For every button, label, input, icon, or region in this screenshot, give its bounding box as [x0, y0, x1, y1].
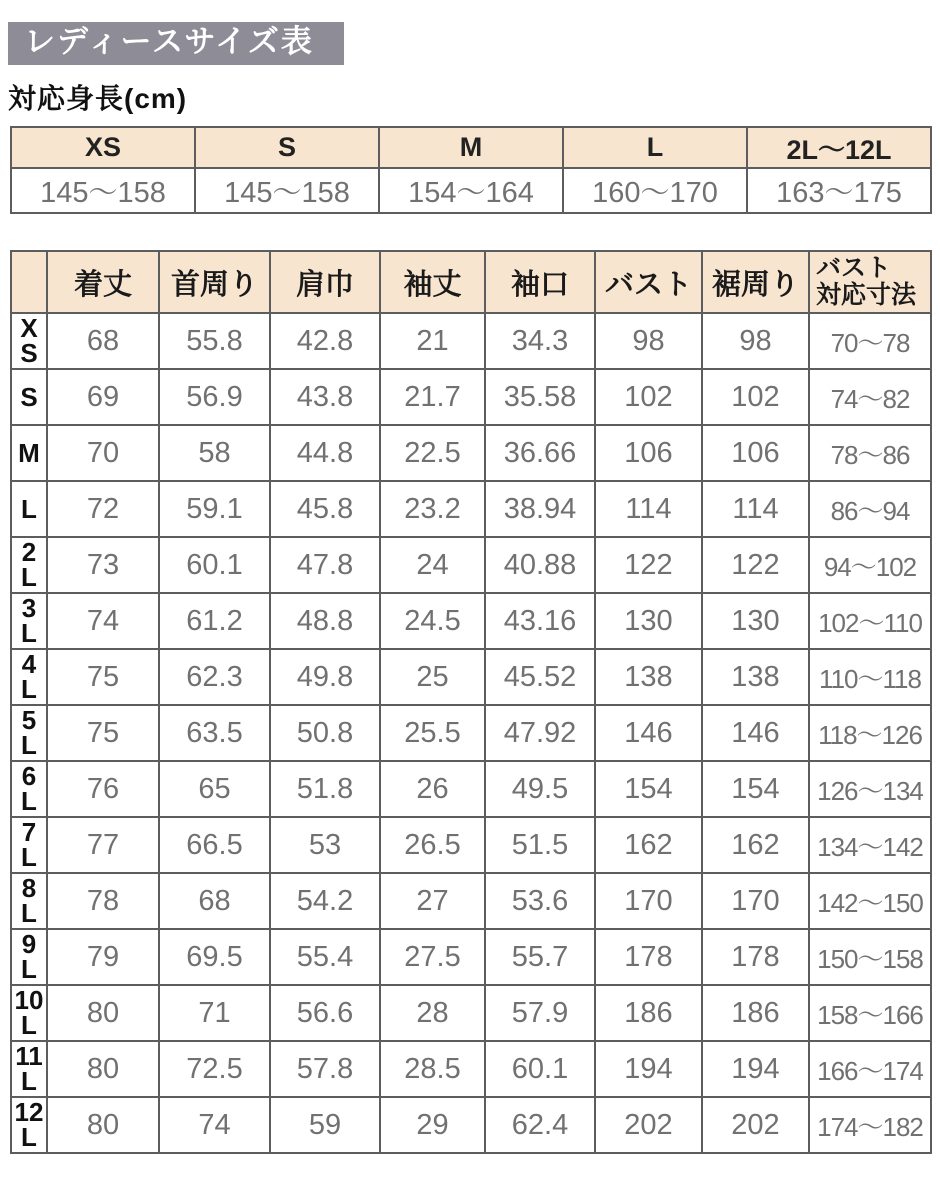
size-value-cell: 178 — [595, 929, 702, 985]
size-value-cell: 72.5 — [159, 1041, 270, 1097]
size-value-cell: 158～166 — [809, 985, 931, 1041]
size-column-header — [485, 251, 595, 313]
height-value-cell: 160～170 — [563, 168, 747, 213]
size-value-cell: 25.5 — [380, 705, 485, 761]
size-value-cell: 51.8 — [270, 761, 380, 817]
size-value-cell: 202 — [702, 1097, 809, 1153]
size-value-cell: 194 — [595, 1041, 702, 1097]
size-column-header-line: 首周り — [170, 268, 258, 301]
size-value-cell: 53.6 — [485, 873, 595, 929]
size-value-cell: 34.3 — [485, 313, 595, 369]
size-row-label-line: L — [21, 730, 37, 761]
size-row-label-line: 7 — [21, 817, 37, 848]
size-row-label — [11, 873, 47, 929]
size-table-row — [11, 1041, 931, 1097]
size-table-row — [11, 313, 931, 369]
size-value-cell: 38.94 — [485, 481, 595, 537]
size-value-cell: 57.8 — [270, 1041, 380, 1097]
size-row-label-line: 10 — [14, 985, 44, 1016]
size-value-cell: 50.8 — [270, 705, 380, 761]
size-value-cell: 62.4 — [485, 1097, 595, 1153]
size-row-label-line: X — [20, 313, 38, 344]
size-row-label-line: L — [21, 786, 37, 817]
size-value-cell: 21 — [380, 313, 485, 369]
size-table-row — [11, 481, 931, 537]
height-section-label: 対応身長(cm) — [8, 83, 188, 115]
size-value-cell: 75 — [47, 705, 159, 761]
size-value-cell: 51.5 — [485, 817, 595, 873]
size-value-cell: 48.8 — [270, 593, 380, 649]
size-table-row — [11, 817, 931, 873]
size-column-header-line: 着丈 — [73, 268, 132, 301]
size-value-cell: 178 — [702, 929, 809, 985]
size-value-cell: 62.3 — [159, 649, 270, 705]
size-row-label-line: 5 — [21, 705, 37, 736]
height-column-header: L — [563, 127, 747, 168]
size-row-label — [11, 1041, 47, 1097]
size-row-label-line: S — [20, 338, 38, 369]
size-value-cell: 126～134 — [809, 761, 931, 817]
size-row-label — [11, 817, 47, 873]
size-value-cell: 78 — [47, 873, 159, 929]
size-row-label-line: L — [21, 1122, 37, 1153]
size-table-row — [11, 929, 931, 985]
size-value-cell: 73 — [47, 537, 159, 593]
size-value-cell: 146 — [595, 705, 702, 761]
size-value-cell: 24.5 — [380, 593, 485, 649]
size-value-cell: 79 — [47, 929, 159, 985]
size-value-cell: 154 — [595, 761, 702, 817]
size-value-cell: 22.5 — [380, 425, 485, 481]
height-value-cell: 154～164 — [379, 168, 563, 213]
size-row-label-line: L — [21, 618, 37, 649]
size-value-cell: 49.5 — [485, 761, 595, 817]
size-value-cell: 27 — [380, 873, 485, 929]
size-value-cell: 36.66 — [485, 425, 595, 481]
size-value-cell: 74 — [47, 593, 159, 649]
size-row-label-line: 3 — [21, 593, 37, 624]
size-value-cell: 44.8 — [270, 425, 380, 481]
size-row-label-line: L — [21, 842, 37, 873]
page-title: レディースサイズ表 — [8, 22, 344, 65]
size-row-label-line: 11 — [15, 1041, 43, 1072]
size-value-cell: 59.1 — [159, 481, 270, 537]
size-value-cell: 71 — [159, 985, 270, 1041]
size-value-cell: 94～102 — [809, 537, 931, 593]
size-value-cell: 26 — [380, 761, 485, 817]
size-row-label-line: L — [21, 493, 37, 524]
size-row-label-line: L — [21, 674, 37, 705]
size-value-cell: 77 — [47, 817, 159, 873]
size-value-cell: 166～174 — [809, 1041, 931, 1097]
size-value-cell: 142～150 — [809, 873, 931, 929]
size-value-cell: 59 — [270, 1097, 380, 1153]
size-value-cell: 53 — [270, 817, 380, 873]
size-value-cell: 25 — [380, 649, 485, 705]
height-column-header: M — [379, 127, 563, 168]
size-column-header-line: 袖口 — [510, 268, 569, 301]
size-table-row — [11, 425, 931, 481]
size-value-cell: 102 — [702, 369, 809, 425]
size-column-header — [270, 251, 380, 313]
size-value-cell: 55.8 — [159, 313, 270, 369]
size-row-label-line: S — [20, 381, 38, 412]
size-value-cell: 57.9 — [485, 985, 595, 1041]
size-value-cell: 42.8 — [270, 313, 380, 369]
size-table-row — [11, 985, 931, 1041]
size-table-row — [11, 1097, 931, 1153]
size-value-cell: 106 — [702, 425, 809, 481]
size-column-header — [47, 251, 159, 313]
size-row-label — [11, 537, 47, 593]
size-table-row — [11, 649, 931, 705]
size-row-label-line: L — [21, 954, 37, 985]
size-value-cell: 130 — [595, 593, 702, 649]
size-value-cell: 78～86 — [809, 425, 931, 481]
size-value-cell: 28.5 — [380, 1041, 485, 1097]
size-value-cell: 138 — [702, 649, 809, 705]
size-value-cell: 27.5 — [380, 929, 485, 985]
size-row-label-line: 12 — [14, 1097, 44, 1128]
size-column-header-line: 対応寸法 — [816, 281, 917, 310]
size-row-label-line: 2 — [21, 537, 37, 568]
size-value-cell: 170 — [595, 873, 702, 929]
size-value-cell: 186 — [702, 985, 809, 1041]
size-value-cell: 114 — [702, 481, 809, 537]
size-value-cell: 61.2 — [159, 593, 270, 649]
size-value-cell: 55.4 — [270, 929, 380, 985]
size-value-cell: 154 — [702, 761, 809, 817]
height-table-header-row — [11, 127, 931, 168]
size-value-cell: 74～82 — [809, 369, 931, 425]
size-value-cell: 186 — [595, 985, 702, 1041]
size-row-label-line: M — [18, 437, 40, 468]
size-value-cell: 98 — [702, 313, 809, 369]
size-column-header-line: バスト — [816, 253, 892, 282]
height-value-cell: 163～175 — [747, 168, 931, 213]
size-value-cell: 174～182 — [809, 1097, 931, 1153]
size-column-header — [595, 251, 702, 313]
size-value-cell: 76 — [47, 761, 159, 817]
size-table-body — [11, 313, 931, 1153]
size-value-cell: 114 — [595, 481, 702, 537]
height-value-cell: 145～158 — [195, 168, 379, 213]
size-value-cell: 47.92 — [485, 705, 595, 761]
size-row-label-line: 6 — [21, 761, 37, 792]
size-value-cell: 24 — [380, 537, 485, 593]
size-row-label-line: 4 — [21, 649, 37, 680]
size-table-row — [11, 761, 931, 817]
size-value-cell: 28 — [380, 985, 485, 1041]
size-table-row — [11, 369, 931, 425]
size-column-header-line: 袖丈 — [403, 268, 462, 301]
size-value-cell: 110～118 — [809, 649, 931, 705]
size-value-cell: 102 — [595, 369, 702, 425]
size-table — [10, 250, 932, 1154]
size-value-cell: 43.8 — [270, 369, 380, 425]
size-row-label-line: L — [21, 562, 37, 593]
size-row-label — [11, 929, 47, 985]
size-value-cell: 54.2 — [270, 873, 380, 929]
size-value-cell: 26.5 — [380, 817, 485, 873]
size-value-cell: 23.2 — [380, 481, 485, 537]
size-value-cell: 55.7 — [485, 929, 595, 985]
size-column-header-line: 裾周り — [711, 268, 799, 301]
size-value-cell: 70～78 — [809, 313, 931, 369]
size-value-cell: 69 — [47, 369, 159, 425]
size-row-label — [11, 369, 47, 425]
size-value-cell: 68 — [47, 313, 159, 369]
size-value-cell: 134～142 — [809, 817, 931, 873]
size-row-label-line: L — [21, 1066, 37, 1097]
size-value-cell: 86～94 — [809, 481, 931, 537]
size-table-row — [11, 537, 931, 593]
size-value-cell: 58 — [159, 425, 270, 481]
size-value-cell: 21.7 — [380, 369, 485, 425]
size-value-cell: 60.1 — [485, 1041, 595, 1097]
size-row-label — [11, 1097, 47, 1153]
size-row-label — [11, 313, 47, 369]
size-value-cell: 170 — [702, 873, 809, 929]
size-value-cell: 98 — [595, 313, 702, 369]
height-table — [10, 126, 932, 214]
height-table-value-row — [11, 168, 931, 213]
size-value-cell: 118～126 — [809, 705, 931, 761]
size-value-cell: 47.8 — [270, 537, 380, 593]
size-value-cell: 75 — [47, 649, 159, 705]
size-row-label — [11, 705, 47, 761]
size-value-cell: 146 — [702, 705, 809, 761]
size-value-cell: 72 — [47, 481, 159, 537]
size-value-cell: 49.8 — [270, 649, 380, 705]
size-value-cell: 35.58 — [485, 369, 595, 425]
size-row-label — [11, 593, 47, 649]
size-row-label — [11, 985, 47, 1041]
size-value-cell: 56.9 — [159, 369, 270, 425]
size-column-header-line: バスト — [604, 268, 692, 301]
size-value-cell: 63.5 — [159, 705, 270, 761]
size-column-header — [380, 251, 485, 313]
size-table-header-row — [11, 251, 931, 313]
size-column-header — [159, 251, 270, 313]
size-value-cell: 70 — [47, 425, 159, 481]
size-value-cell: 45.52 — [485, 649, 595, 705]
size-row-label — [11, 649, 47, 705]
size-value-cell: 202 — [595, 1097, 702, 1153]
size-value-cell: 130 — [702, 593, 809, 649]
size-value-cell: 68 — [159, 873, 270, 929]
size-value-cell: 122 — [702, 537, 809, 593]
size-table-row — [11, 873, 931, 929]
size-value-cell: 162 — [595, 817, 702, 873]
size-value-cell: 122 — [595, 537, 702, 593]
size-row-label — [11, 761, 47, 817]
size-column-header — [809, 251, 931, 313]
size-value-cell: 138 — [595, 649, 702, 705]
size-column-header-line: 肩巾 — [295, 268, 354, 301]
size-value-cell: 80 — [47, 1097, 159, 1153]
size-value-cell: 56.6 — [270, 985, 380, 1041]
height-column-header: S — [195, 127, 379, 168]
size-row-label-line: 8 — [21, 873, 37, 904]
height-column-header: 2L～12L — [747, 127, 931, 168]
size-value-cell: 60.1 — [159, 537, 270, 593]
size-value-cell: 106 — [595, 425, 702, 481]
size-value-cell: 102～110 — [809, 593, 931, 649]
size-value-cell: 43.16 — [485, 593, 595, 649]
size-value-cell: 29 — [380, 1097, 485, 1153]
height-value-cell: 145～158 — [11, 168, 195, 213]
size-value-cell: 150～158 — [809, 929, 931, 985]
size-value-cell: 66.5 — [159, 817, 270, 873]
size-table-row — [11, 593, 931, 649]
size-column-header — [702, 251, 809, 313]
size-value-cell: 65 — [159, 761, 270, 817]
size-value-cell: 45.8 — [270, 481, 380, 537]
height-column-header: XS — [11, 127, 195, 168]
size-table-row — [11, 705, 931, 761]
size-value-cell: 162 — [702, 817, 809, 873]
size-value-cell: 194 — [702, 1041, 809, 1097]
size-value-cell: 40.88 — [485, 537, 595, 593]
corner-cell — [11, 251, 47, 313]
size-row-label — [11, 425, 47, 481]
size-value-cell: 80 — [47, 985, 159, 1041]
size-row-label-line: 9 — [21, 929, 37, 960]
size-row-label — [11, 481, 47, 537]
size-value-cell: 69.5 — [159, 929, 270, 985]
size-row-label-line: L — [21, 898, 37, 929]
size-row-label-line: L — [21, 1010, 37, 1041]
size-value-cell: 74 — [159, 1097, 270, 1153]
size-value-cell: 80 — [47, 1041, 159, 1097]
